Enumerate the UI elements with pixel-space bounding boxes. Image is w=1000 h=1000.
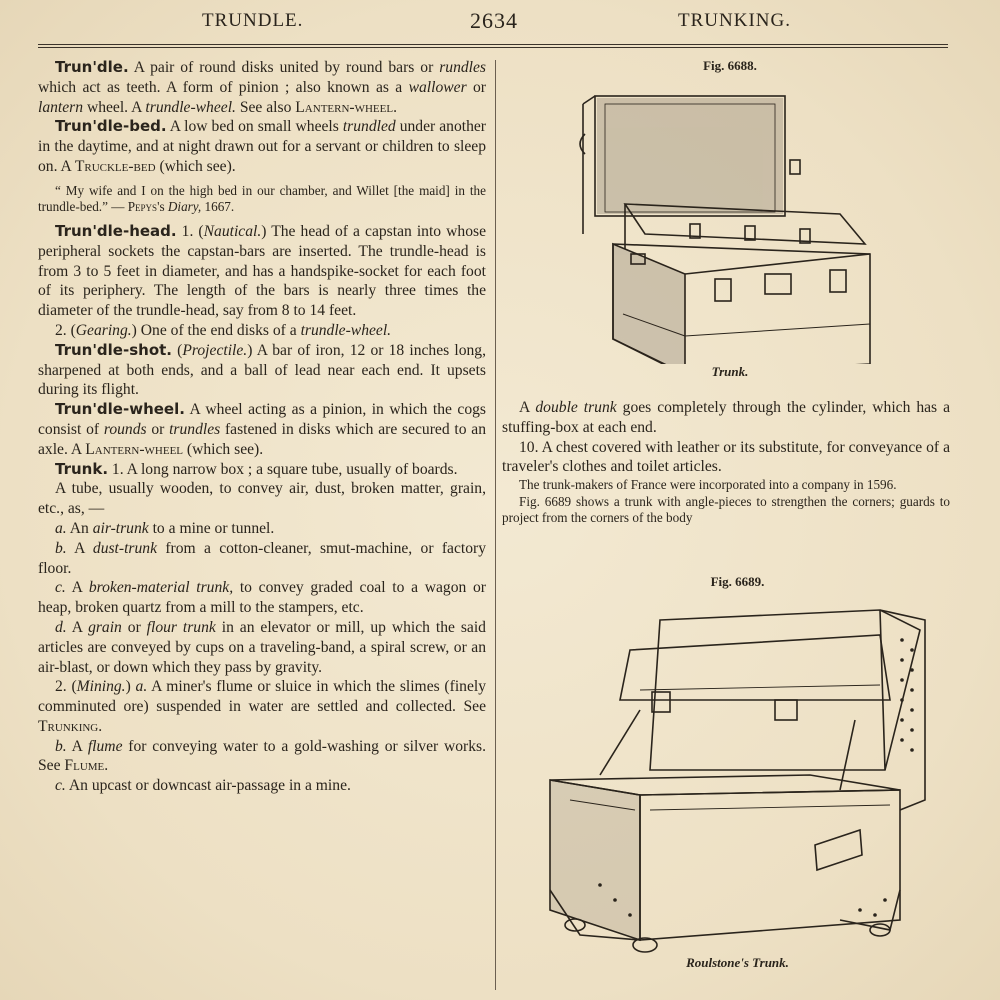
item-label: b. (55, 737, 67, 755)
text: 1. ( (176, 222, 204, 240)
text: A (65, 579, 89, 597)
text: to convey graded coal to a wagon or heap, broken quartz from a mill to the stampers, etc. (38, 579, 487, 617)
entry-trundle-bed (38, 117, 486, 176)
text: goes completely through the cylinder, which has a stuffing-box at each end. (502, 399, 950, 436)
text-italic: grain (88, 618, 122, 636)
text: A (66, 737, 88, 755)
text: ) The head of a capstan into whose peripheral sockets the capstan-bars are inserted. The trundle-head is from 3 to 5 feet in diameter, and has a handspike-socket for each foot of its periphery. The length of the bars is nearly three times the diameter of the trundle-head, say from 8 to 14 feet. (38, 222, 487, 320)
text-italic: Projectile. (182, 341, 248, 359)
headword: Trun'dle-bed. (55, 117, 167, 136)
left-column (38, 58, 486, 796)
text: An (66, 519, 93, 537)
text: 2. ( (55, 678, 77, 696)
trunk-item-a (38, 519, 486, 539)
entry-trundle (38, 58, 486, 117)
right-column (502, 398, 950, 527)
text-italic: trundle-wheel. (145, 98, 236, 116)
entry-trunk (38, 460, 486, 480)
trunk-illustration (575, 74, 885, 364)
text: ) (125, 678, 136, 696)
figure-caption: Roulstone's Trunk. (686, 955, 789, 970)
text: or (121, 618, 147, 636)
figure-label: Fig. 6689. (710, 574, 765, 589)
text: which act as teeth. A form of pinion ; also known as a (38, 78, 409, 96)
item-label: a. (55, 519, 67, 537)
text: under another in the daytime, and at night drawn out for a servant or children to sleep on. A (38, 118, 486, 175)
text: A miner's flume or sluice in which the slimes (finely comminuted ore) suspended in water are settled and collected. See (38, 678, 486, 716)
text: ( (172, 341, 183, 359)
text: A wheel acting as a pinion, in which the cogs consist of (38, 401, 486, 438)
trunk-makers-note: The trunk-makers of France were incorporated into a company in 1596. (519, 477, 897, 493)
headword: Trun'dle-wheel. (55, 400, 185, 419)
entry-trundle-shot (38, 341, 486, 400)
headword: Trun'dle-shot. (55, 340, 172, 359)
figure-6688 (575, 58, 885, 380)
page-number: 2634 (470, 8, 518, 33)
text: wheel. A (83, 98, 146, 116)
cross-reference: Truckle-bed (74, 157, 156, 175)
text: A (66, 539, 93, 557)
text: fastened in disks which are secured to an axle. A (38, 420, 486, 458)
text: in an elevator or mill, up which the said articles are conveyed by cups on a traveling-band, a spiral screw, or an air-blast, or down which they pass by gravity. (38, 618, 486, 676)
text: or (466, 78, 486, 96)
text-italic: double trunk (535, 399, 617, 416)
text-smallcaps: Pepys (127, 199, 158, 215)
chest-paragraph: 10. A chest covered with leather or its substitute, for conveyance of a traveler's clothes and toilet articles. (502, 438, 950, 476)
quotation (38, 183, 486, 216)
text-italic: trundled (342, 118, 396, 136)
text-italic: rundles (439, 59, 486, 76)
text-italic: flume (87, 737, 123, 755)
text-italic: Diary, (167, 199, 202, 215)
text-italic: Nautical. (203, 222, 262, 240)
text: An upcast or downcast air-passage in a mine. (65, 777, 351, 795)
text-italic: rounds (103, 420, 147, 438)
cross-reference: Lantern-wheel (85, 440, 184, 458)
text: ) One of the end disks of a (131, 321, 301, 339)
item-label: c. (55, 579, 66, 597)
headword: Trun'dle. (55, 58, 129, 76)
text: 1667. (201, 199, 235, 215)
roulstones-trunk-illustration (540, 590, 935, 955)
text-italic: Mining. (76, 678, 126, 696)
trunk-mining-a (38, 677, 486, 736)
text-italic: Gearing. (75, 321, 132, 339)
text-italic: dust-trunk (92, 539, 157, 557)
figure-6689 (540, 574, 935, 971)
text: to a mine or tunnel. (148, 519, 275, 537)
text: A pair of round disks united by round bars or (128, 59, 440, 76)
entry-trundle-head-2 (38, 321, 486, 341)
text: See also (235, 98, 296, 116)
text-italic: lantern (38, 98, 84, 116)
column-divider (495, 60, 496, 990)
trunk-mining-b (38, 737, 486, 777)
text: from a cotton-cleaner, smut-machine, or factory floor. (38, 539, 486, 577)
trunk-mining-c (38, 776, 486, 796)
text: A low bed on small wheels (166, 118, 343, 136)
double-trunk-paragraph (502, 398, 950, 438)
text: ) A bar of iron, 12 or 18 inches long, sharpened at both ends, and a ball of lead near each end. It upsets during its flight. (38, 341, 487, 399)
header-rule-second (38, 47, 948, 48)
text: or (146, 420, 170, 438)
figure-label: Fig. 6688. (703, 58, 757, 73)
cross-reference: Trunking. (38, 717, 103, 735)
text: (which see). (155, 157, 236, 175)
headword: Trun'dle-head. (55, 221, 177, 240)
entry-trundle-wheel (38, 400, 486, 459)
text: A (519, 399, 536, 416)
text-italic: trundle-wheel. (300, 321, 392, 339)
text: 2. ( (55, 321, 76, 339)
text-italic: wallower (408, 78, 467, 96)
text-italic: broken-material trunk, (88, 579, 234, 597)
trunk-item-b (38, 539, 486, 579)
cross-reference: Lantern-wheel. (295, 98, 397, 116)
trunk-item-c (38, 578, 486, 618)
text-italic: air-trunk (92, 519, 149, 537)
cross-reference: Flume. (64, 757, 109, 775)
text-italic: trundles (169, 420, 221, 438)
figure-caption: Trunk. (711, 364, 749, 379)
text: “ My wife and I on the high bed in our chamber, and Willet [the maid] in the trundle-bed.” — (38, 182, 486, 215)
text: for conveying water to a gold-washing or silver works. See (38, 737, 486, 775)
entry-trundle-head (38, 222, 486, 321)
item-label: d. (55, 618, 67, 636)
text: 1. A long narrow box ; a square tube, usually of boards. (108, 460, 458, 478)
headword: Trunk. (55, 459, 109, 478)
running-head-right: TRUNKING. (678, 10, 791, 31)
text: (which see). (183, 440, 264, 458)
item-label: b. (55, 539, 67, 557)
header-rule (38, 44, 948, 45)
text-italic: flour trunk (146, 618, 216, 636)
item-label: a. (135, 678, 148, 696)
text: 's (157, 199, 168, 215)
item-label: c. (55, 777, 66, 795)
trunk-item-d (38, 618, 486, 677)
fig-6689-note: Fig. 6689 shows a trunk with angle-pieces to strengthen the corners; guards to project from the corners of the body (502, 493, 950, 526)
text: A (66, 618, 89, 636)
running-head-left: TRUNDLE. (202, 10, 304, 31)
trunk-tube-intro: A tube, usually wooden, to convey air, dust, broken matter, grain, etc., as, — (38, 480, 486, 518)
